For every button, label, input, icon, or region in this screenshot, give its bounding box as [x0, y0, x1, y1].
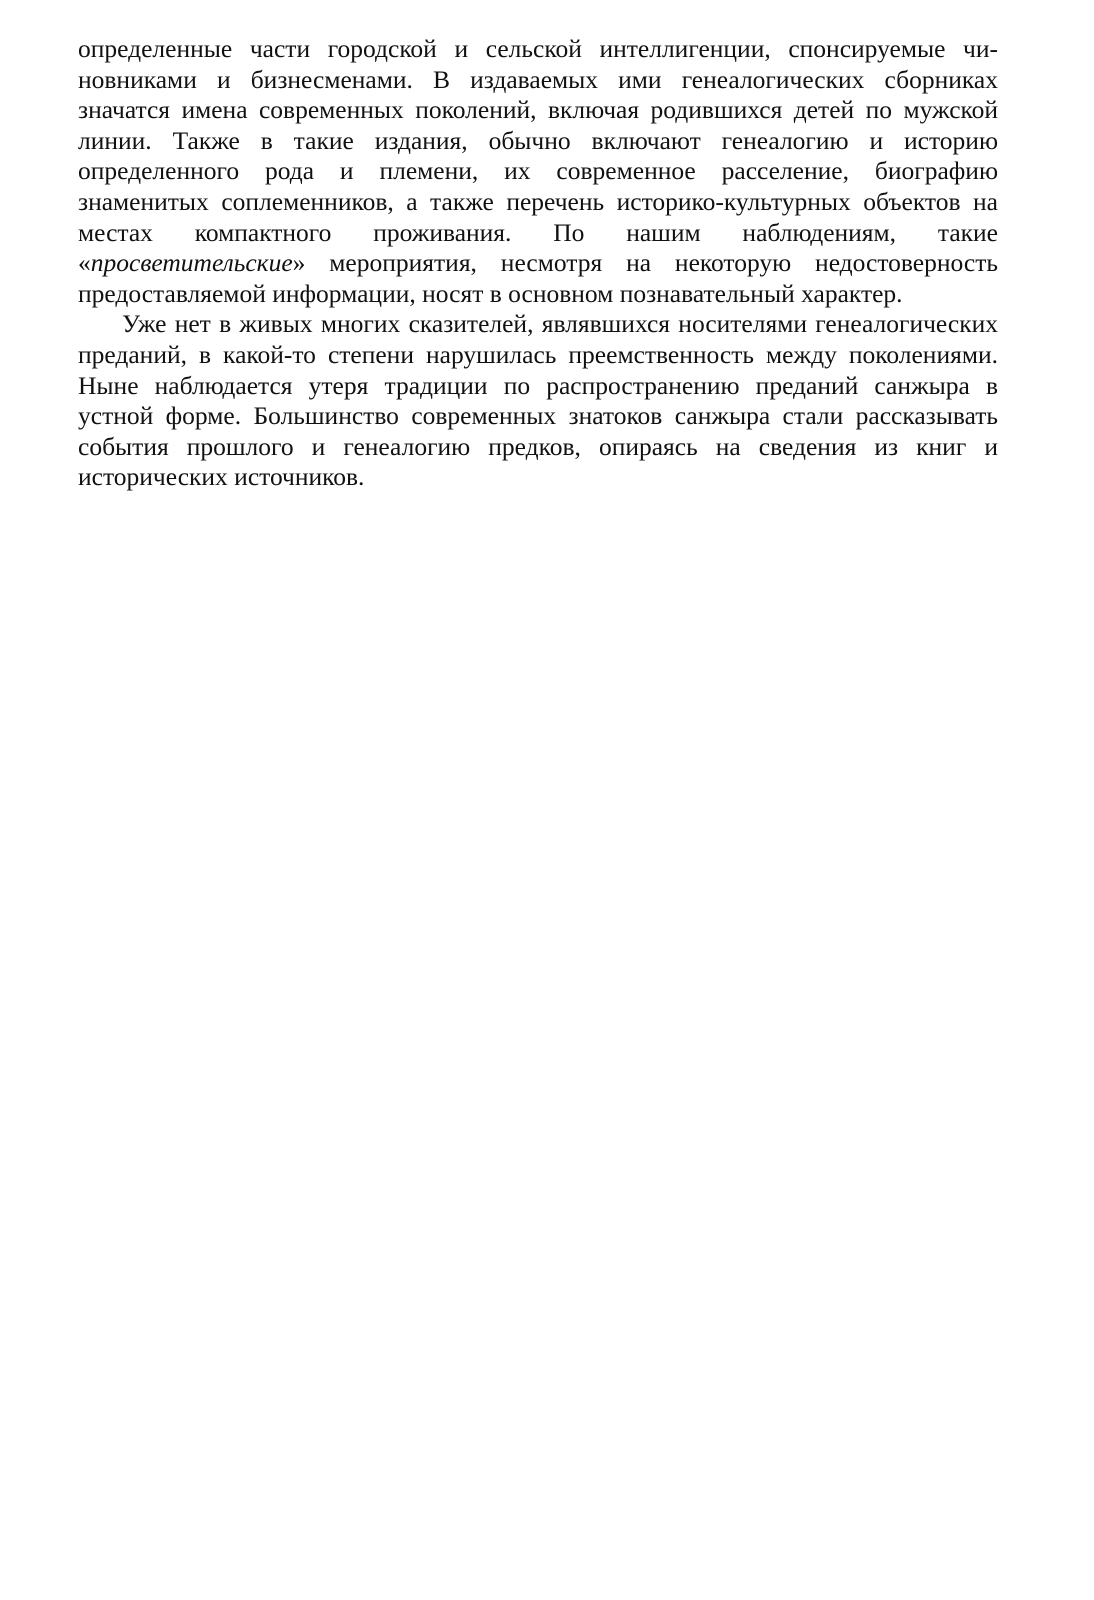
paragraph-2: Уже нет в живых многих сказителей, являвшихся носителями генеалогических преданий, в какой-то степени нарушилась преемственность между поколениями. Ныне наблюдается утеря традиции по распространению преданий санжыра в устной форме. Большинство современных знатоков санжыра стали рассказывать события прошлого и генеалогию предков, опираясь на сведения из книг и исторических источников. — [78, 309, 998, 492]
paragraph-1-emphasis: просветительские — [90, 248, 293, 278]
paragraph-1-text-after: » мероприятия, несмотря на некоторую недостоверность предоставляемой информации, носят в основном познавательный характер. — [78, 248, 998, 308]
document-page — [78, 34, 998, 493]
paragraph-1-text-before: определенные части городской и сельской интеллигенции, спонсируемые чиновниками и бизнесменами. В издаваемых ими генеалогических сборниках значатся имена современных поколений, включая родившихся детей по мужской линии. Также в такие издания, обычно включают генеалогию и историю определенного рода и племени, их современное расселение, биографию знаменитых соплеменников, а также перечень историко-культурных объектов на местах компактного проживания. По нашим наблюдениям, такие « — [78, 34, 998, 278]
paragraph-1 — [78, 34, 998, 309]
